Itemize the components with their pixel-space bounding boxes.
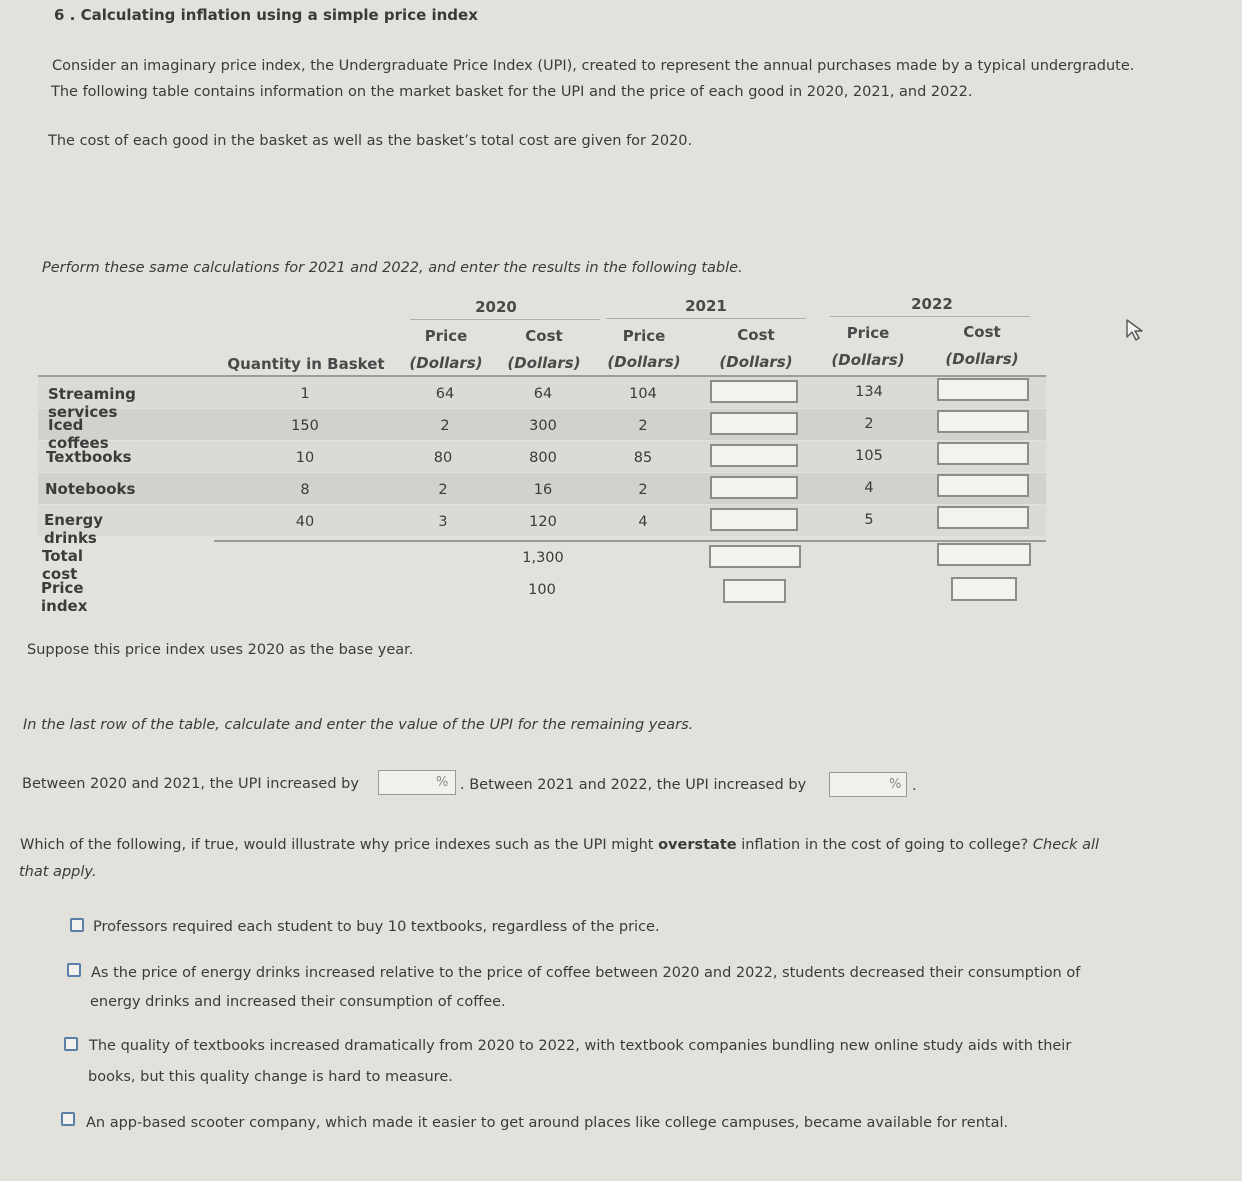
price-2022-cell: 4 xyxy=(864,480,874,496)
unit-header-2021-price: (Dollars) xyxy=(607,353,681,371)
row-label: Energy drinks xyxy=(44,511,104,547)
mc-question-mid: inflation in the cost of going to college? xyxy=(736,837,1033,853)
intro-line-2: The following table contains information on the market basket for the UPI and the price of each good in 2020, 2021, and 2022. xyxy=(51,84,973,100)
mc-option-text: As the price of energy drinks increased relative to the price of coffee between 2020 and 2022, students decreased their consumption of xyxy=(91,965,1081,981)
mc-question-bold: overstate xyxy=(658,837,737,853)
unit-header-2022-price: (Dollars) xyxy=(831,351,905,369)
price-2021-cell: 85 xyxy=(633,450,653,466)
cost-given-text: The cost of each good in the basket as well as the basket’s total cost are given for 2020. xyxy=(48,133,693,149)
cost-header-2020: Cost xyxy=(525,327,563,345)
checkbox-icon[interactable] xyxy=(70,918,84,932)
mc-question-line2: that apply. xyxy=(19,864,97,880)
qty-cell: 1 xyxy=(300,386,310,402)
mc-question-start: Which of the following, if true, would illustrate why price indexes such as the UPI might xyxy=(20,837,659,853)
mc-option-text: The quality of textbooks increased dramatically from 2020 to 2022, with textbook companies bundling new online study aids with their xyxy=(89,1038,1072,1054)
price-2020-cell: 64 xyxy=(435,386,455,402)
mc-option-text-2: energy drinks and increased their consumption of coffee. xyxy=(90,994,506,1010)
cost-header-2021: Cost xyxy=(737,326,775,344)
price-2021-cell: 4 xyxy=(638,514,648,530)
price-header-2020: Price xyxy=(424,327,468,345)
price-2021-cell: 104 xyxy=(629,386,657,402)
checkbox-icon[interactable] xyxy=(64,1037,78,1051)
price-index-2022-input[interactable] xyxy=(951,577,1017,601)
question-title: 6 . Calculating inflation using a simple price index xyxy=(54,6,478,24)
row-label: Iced coffees xyxy=(48,416,109,452)
price-2020-cell: 80 xyxy=(433,450,453,466)
unit-header-2020-cost: (Dollars) xyxy=(507,354,581,372)
increase-text-2: . Between 2021 and 2022, the UPI increased by xyxy=(460,777,807,793)
price-2021-cell: 2 xyxy=(638,418,648,434)
cost-2021-input[interactable] xyxy=(710,476,798,499)
price-index-label: Price index xyxy=(41,579,88,615)
year-header-2021: 2021 xyxy=(685,297,727,315)
total-2020-cell: 1,300 xyxy=(522,550,564,566)
price-2022-cell: 2 xyxy=(864,416,874,432)
mc-option-text-2: books, but this quality change is hard to measure. xyxy=(88,1069,453,1085)
cost-2022-input[interactable] xyxy=(937,410,1029,433)
qty-cell: 150 xyxy=(291,418,319,434)
mouse-pointer-icon xyxy=(1124,318,1146,342)
total-cost-2021-input[interactable] xyxy=(709,545,801,568)
index-2020-cell: 100 xyxy=(528,582,556,598)
percent-symbol: % xyxy=(889,777,902,792)
year-header-2022: 2022 xyxy=(911,295,953,313)
price-header-2021: Price xyxy=(622,327,666,345)
cost-2020-cell: 16 xyxy=(533,482,553,498)
cost-2021-input[interactable] xyxy=(710,508,798,531)
cost-2021-input[interactable] xyxy=(710,444,798,467)
mc-question xyxy=(20,831,1099,859)
total-cost-2022-input[interactable] xyxy=(937,543,1031,566)
quantity-header: Quantity in Basket xyxy=(227,355,385,373)
intro-line-1: Consider an imaginary price index, the Undergraduate Price Index (UPI), created to represent the annual purchases made by a typical undergradute. xyxy=(52,58,1135,74)
row-label: Streaming services xyxy=(48,385,136,421)
mc-question-italic: Check all xyxy=(1032,837,1100,853)
price-2022-cell: 5 xyxy=(864,512,874,528)
cost-2020-cell: 64 xyxy=(533,386,553,402)
cost-2020-cell: 120 xyxy=(529,514,557,530)
mc-option-text: An app-based scooter company, which made it easier to get around places like college campuses, became available for rental. xyxy=(86,1115,1009,1131)
year-header-2020: 2020 xyxy=(475,298,517,316)
price-2022-cell: 134 xyxy=(855,384,883,400)
unit-header-2022-cost: (Dollars) xyxy=(945,350,1019,368)
percent-symbol: % xyxy=(436,775,449,790)
cost-2020-cell: 800 xyxy=(529,450,557,466)
cost-2020-cell: 300 xyxy=(529,418,557,434)
last-row-instructions: In the last row of the table, calculate and enter the value of the UPI for the remaining years. xyxy=(23,717,694,733)
cost-2022-input[interactable] xyxy=(937,474,1029,497)
increase-end: . xyxy=(912,778,917,794)
price-2020-cell: 2 xyxy=(438,482,448,498)
price-2022-cell: 105 xyxy=(855,448,883,464)
price-2020-cell: 3 xyxy=(438,514,448,530)
price-2021-cell: 2 xyxy=(638,482,648,498)
cost-2022-input[interactable] xyxy=(937,442,1029,465)
base-year-text: Suppose this price index uses 2020 as the base year. xyxy=(27,642,414,658)
cost-2022-input[interactable] xyxy=(937,378,1029,401)
mc-option-text: Professors required each student to buy 10 textbooks, regardless of the price. xyxy=(93,919,660,935)
total-cost-label: Total cost xyxy=(42,547,83,583)
qty-cell: 10 xyxy=(295,450,315,466)
unit-header-2020-price: (Dollars) xyxy=(409,354,483,372)
price-header-2022: Price xyxy=(846,324,890,342)
cost-2021-input[interactable] xyxy=(710,380,798,403)
qty-cell: 40 xyxy=(295,514,315,530)
checkbox-icon[interactable] xyxy=(67,963,81,977)
unit-header-2021-cost: (Dollars) xyxy=(719,353,793,371)
checkbox-icon[interactable] xyxy=(61,1112,75,1126)
row-label: Textbooks xyxy=(46,448,132,466)
row-label: Notebooks xyxy=(45,480,136,498)
price-2020-cell: 2 xyxy=(440,418,450,434)
increase-text-1: Between 2020 and 2021, the UPI increased by xyxy=(22,776,359,792)
perform-instructions: Perform these same calculations for 2021 and 2022, and enter the results in the following table. xyxy=(42,260,743,276)
price-index-2021-input[interactable] xyxy=(723,579,786,603)
cost-header-2022: Cost xyxy=(963,323,1001,341)
qty-cell: 8 xyxy=(300,482,310,498)
cost-2021-input[interactable] xyxy=(710,412,798,435)
cost-2022-input[interactable] xyxy=(937,506,1029,529)
